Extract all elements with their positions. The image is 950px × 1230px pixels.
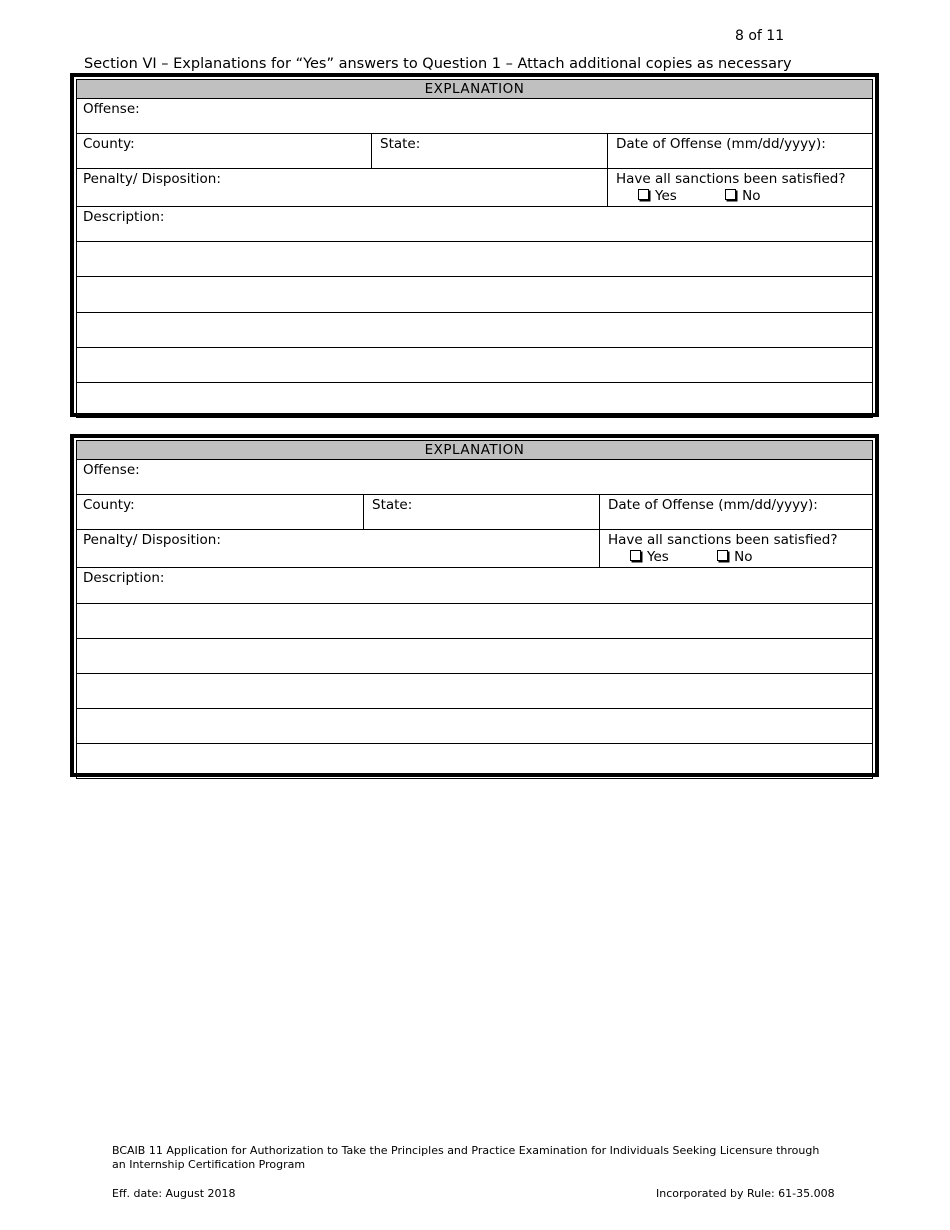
description-line[interactable] xyxy=(77,277,872,312)
yes-label: Yes xyxy=(655,188,677,204)
description-field[interactable] xyxy=(77,568,872,603)
explanation-form-2 xyxy=(70,434,879,777)
sanctions-yes-checkbox[interactable] xyxy=(630,549,669,566)
sanctions-no-checkbox[interactable] xyxy=(725,188,760,205)
description-line[interactable] xyxy=(77,348,872,382)
checkbox-icon xyxy=(630,550,641,561)
county-label: County: xyxy=(83,497,135,513)
penalty-disposition-label: Penalty/ Disposition: xyxy=(83,532,221,548)
checkbox-icon xyxy=(725,189,736,200)
offense-label: Offense: xyxy=(83,462,140,478)
yes-label: Yes xyxy=(647,549,669,565)
description-line[interactable] xyxy=(77,709,872,743)
sanctions-question: Have all sanctions been satisfied? xyxy=(616,171,846,187)
description-label: Description: xyxy=(83,209,165,225)
state-field[interactable] xyxy=(364,495,600,529)
penalty-disposition-field[interactable] xyxy=(77,169,608,206)
description-line[interactable] xyxy=(77,383,872,417)
offense-label: Offense: xyxy=(83,101,140,117)
penalty-disposition-label: Penalty/ Disposition: xyxy=(83,171,221,187)
county-label: County: xyxy=(83,136,135,152)
offense-field[interactable] xyxy=(77,99,872,133)
explanation-header: EXPLANATION xyxy=(77,441,872,460)
footer-form-title: BCAIB 11 Application for Authorization to Take the Principles and Practice Examination for Individuals Seeking Licensure through an Internship Certification Program xyxy=(112,1144,820,1171)
description-line[interactable] xyxy=(77,242,872,276)
description-line[interactable] xyxy=(77,744,872,778)
checkbox-icon xyxy=(638,189,649,200)
sanctions-satisfied-group xyxy=(608,169,872,206)
penalty-disposition-field[interactable] xyxy=(77,530,600,567)
date-of-offense-field[interactable] xyxy=(608,134,872,168)
state-field[interactable] xyxy=(372,134,608,168)
state-label: State: xyxy=(372,497,413,513)
county-field[interactable] xyxy=(77,134,372,168)
state-label: State: xyxy=(380,136,421,152)
description-label: Description: xyxy=(83,570,165,586)
explanation-form-1 xyxy=(70,73,879,417)
no-label: No xyxy=(734,549,753,565)
sanctions-satisfied-group xyxy=(600,530,872,567)
footer-eff-date: Eff. date: August 2018 xyxy=(112,1187,236,1200)
sanctions-question: Have all sanctions been satisfied? xyxy=(608,532,838,548)
county-field[interactable] xyxy=(77,495,364,529)
date-of-offense-field[interactable] xyxy=(600,495,872,529)
date-of-offense-label: Date of Offense (mm/dd/yyyy): xyxy=(608,497,818,513)
description-line[interactable] xyxy=(77,674,872,708)
description-field[interactable] xyxy=(77,207,872,241)
sanctions-no-checkbox[interactable] xyxy=(717,549,752,566)
description-line[interactable] xyxy=(77,313,872,347)
sanctions-yes-checkbox[interactable] xyxy=(638,188,677,205)
section-title: Section VI – Explanations for “Yes” answers to Question 1 – Attach additional copies as necessary xyxy=(84,56,792,72)
page-number: 8 of 11 xyxy=(735,28,785,44)
footer-rule: Incorporated by Rule: 61-35.008 xyxy=(656,1187,835,1200)
no-label: No xyxy=(742,188,761,204)
date-of-offense-label: Date of Offense (mm/dd/yyyy): xyxy=(616,136,826,152)
offense-field[interactable] xyxy=(77,460,872,494)
description-line[interactable] xyxy=(77,639,872,673)
checkbox-icon xyxy=(717,550,728,561)
explanation-header: EXPLANATION xyxy=(77,80,872,99)
description-line[interactable] xyxy=(77,604,872,638)
